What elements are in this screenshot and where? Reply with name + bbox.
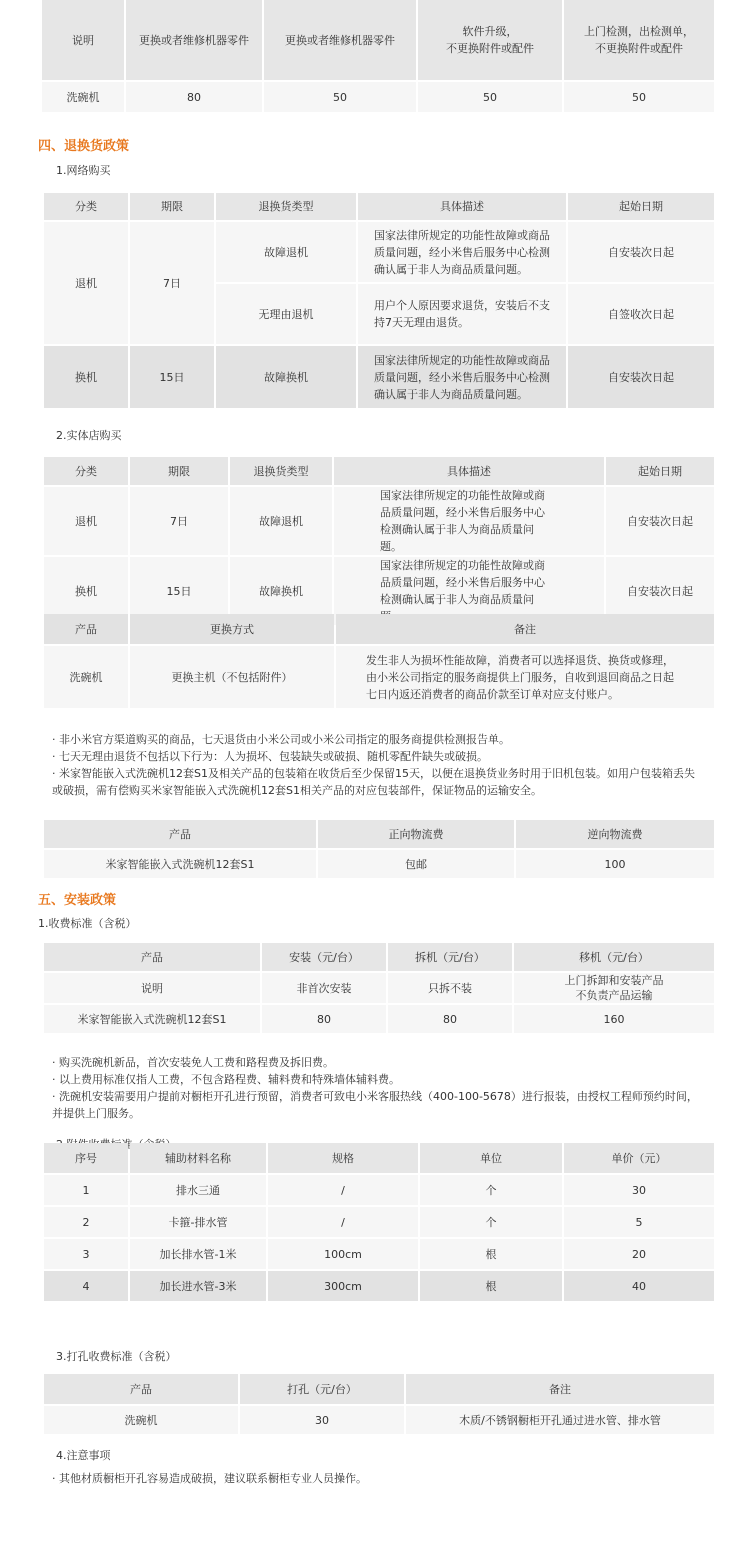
table-cell: 根 [420, 1271, 562, 1301]
table-cell: 非首次安装 [262, 973, 386, 1003]
table-cell: 7日 [130, 487, 228, 555]
note-item: · 洗碗机安装需要用户提前对橱柜开孔进行预留，消费者可致电小米客服热线（400-100-5678）进行报装，由授权工程师预约时间，并提供上门服务。 [52, 1090, 698, 1120]
table-cell: 80 [126, 82, 262, 112]
table-header-row [44, 614, 714, 644]
table-cell: 换机 [44, 346, 128, 408]
table-cell: 根 [420, 1239, 562, 1269]
table-cell: 自安装次日起 [568, 346, 714, 408]
header-cell: 具体描述 [334, 457, 604, 485]
table-cell: 50 [564, 82, 714, 112]
header-cell: 退换货类型 [230, 457, 332, 485]
table-row [44, 222, 714, 282]
table-cell: 5 [564, 1207, 714, 1237]
subsection-title: 4.注意事项 [56, 1449, 111, 1462]
note-item: · 米家智能嵌入式洗碗机12套S1及相关产品的包装箱在收货后至少保留15天，以便在退换货业务时用于旧机包装。如用户包装箱丢失或破损，需有偿购买米家智能嵌入式洗碗机12套S1相关产品的对应包装部件，保证物品的运输安全。 [52, 767, 695, 797]
table-cell: 自签收次日起 [568, 284, 714, 344]
drilling-fee-table [42, 1372, 716, 1436]
table-cell: 300cm [268, 1271, 418, 1301]
table-row [44, 1207, 714, 1237]
header-cell: 软件升级， 不更换附件或配件 [418, 0, 562, 80]
header-cell: 更换或者维修机器零件 [264, 0, 416, 80]
header-cell: 拆机（元/台） [388, 943, 512, 971]
table-header-row [44, 1143, 714, 1173]
table-cell: 上门拆卸和安装产品 不负责产品运输 [514, 973, 714, 1003]
repair-fee-table [40, 0, 716, 114]
subsection-title: 1.网络购买 [56, 164, 111, 177]
table-row [44, 1005, 714, 1033]
table-row [42, 82, 714, 112]
table-cell: 发生非人为损坏性能故障，消费者可以选择退货、换货或修理，由小米公司指定的服务商提供上门服务，自收到退回商品之日起七日内返还消费者的商品价款至订单对应支付账户。 [336, 646, 714, 708]
table-cell: 20 [564, 1239, 714, 1269]
install-notes [52, 1054, 708, 1122]
table-cell: 7日 [130, 222, 214, 344]
accessory-fee-table [42, 1141, 716, 1303]
table-row [44, 973, 714, 1003]
header-cell: 备注 [406, 1374, 714, 1404]
table-row [44, 1175, 714, 1205]
online-return-table [42, 191, 716, 410]
table-cell: / [268, 1207, 418, 1237]
header-cell: 单位 [420, 1143, 562, 1173]
table-cell: 故障换机 [230, 557, 332, 625]
attention-notes [52, 1470, 712, 1487]
header-cell: 产品 [44, 820, 316, 848]
section-title: 五、安装政策 [38, 893, 117, 908]
table-cell: 木质/不锈钢橱柜开孔通过进水管、排水管 [406, 1406, 714, 1434]
table-cell: 包邮 [318, 850, 514, 878]
install-fee-table [42, 941, 716, 1035]
table-cell: 2 [44, 1207, 128, 1237]
header-cell: 正向物流费 [318, 820, 514, 848]
header-cell: 规格 [268, 1143, 418, 1173]
table-row [44, 346, 714, 408]
table-cell: 米家智能嵌入式洗碗机12套S1 [44, 850, 316, 878]
return-notes [52, 731, 700, 799]
table-cell: 50 [418, 82, 562, 112]
table-cell: 加长排水管-1米 [130, 1239, 266, 1269]
table-row [44, 1239, 714, 1269]
table-cell: 退机 [44, 222, 128, 344]
table-cell: 30 [564, 1175, 714, 1205]
table-cell: 故障退机 [216, 222, 356, 282]
header-cell: 期限 [130, 193, 214, 220]
table-cell: 米家智能嵌入式洗碗机12套S1 [44, 1005, 260, 1033]
table-cell: 80 [388, 1005, 512, 1033]
table-cell: 只拆不装 [388, 973, 512, 1003]
table-header-row [44, 820, 714, 848]
table-cell: 国家法律所规定的功能性故障或商品质量问题，经小米售后服务中心检测确认属于非人为商品质量问题。 [334, 487, 604, 555]
header-cell: 上门检测，出检测单， 不更换附件或配件 [564, 0, 714, 80]
header-cell: 序号 [44, 1143, 128, 1173]
table-cell: 自安装次日起 [568, 222, 714, 282]
table-row [44, 646, 714, 708]
header-cell: 更换方式 [130, 614, 334, 644]
table-cell: 国家法律所规定的功能性故障或商品质量问题，经小米售后服务中心检测确认属于非人为商品质量问题。 [358, 346, 566, 408]
table-cell: 15日 [130, 557, 228, 625]
note-item: · 非小米官方渠道购买的商品，七天退货由小米公司或小米公司指定的服务商提供检测报告单。 [52, 733, 510, 746]
section-title: 四、退换货政策 [38, 139, 130, 154]
header-cell: 分类 [44, 193, 128, 220]
table-cell: 洗碗机 [44, 1406, 238, 1434]
table-cell: 说明 [44, 973, 260, 1003]
note-item: · 以上费用标准仅指人工费，不包含路程费、辅料费和特殊墙体辅料费。 [52, 1073, 400, 1086]
table-cell: 更换主机（不包括附件） [130, 646, 334, 708]
table-header-row [44, 943, 714, 971]
table-cell: 100 [516, 850, 714, 878]
header-cell: 起始日期 [606, 457, 714, 485]
table-row [44, 1406, 714, 1434]
table-header-row [44, 457, 714, 485]
table-cell: / [268, 1175, 418, 1205]
table-cell: 自安装次日起 [606, 487, 714, 555]
subsection-title: 2.实体店购买 [56, 429, 122, 442]
table-cell: 4 [44, 1271, 128, 1301]
table-cell: 个 [420, 1207, 562, 1237]
table-row [44, 487, 714, 555]
header-cell: 分类 [44, 457, 128, 485]
table-cell: 160 [514, 1005, 714, 1033]
header-cell: 期限 [130, 457, 228, 485]
note-item: · 其他材质橱柜开孔容易造成破损，建议联系橱柜专业人员操作。 [52, 1472, 367, 1485]
table-cell: 个 [420, 1175, 562, 1205]
table-header-row [42, 0, 714, 80]
table-cell: 1 [44, 1175, 128, 1205]
header-cell: 退换货类型 [216, 193, 356, 220]
table-cell: 洗碗机 [44, 646, 128, 708]
table-cell: 30 [240, 1406, 404, 1434]
table-cell: 自安装次日起 [606, 557, 714, 625]
store-exchange-table [42, 612, 716, 710]
header-cell: 产品 [44, 614, 128, 644]
table-cell: 国家法律所规定的功能性故障或商品质量问题，经小米售后服务中心检测确认属于非人为商品质量问 [334, 557, 604, 625]
table-cell: 卡箍-排水管 [130, 1207, 266, 1237]
table-cell: 洗碗机 [42, 82, 124, 112]
header-cell: 单价（元） [564, 1143, 714, 1173]
table-cell: 无理由退机 [216, 284, 356, 344]
table-cell: 加长进水管-3米 [130, 1271, 266, 1301]
table-cell: 国家法律所规定的功能性故障或商品质量问题，经小米售后服务中心检测确认属于非人为商品质量问题。 [358, 222, 566, 282]
table-row [44, 850, 714, 878]
subsection-title: 1.收费标准（含税） [38, 917, 137, 930]
header-cell: 产品 [44, 943, 260, 971]
header-cell: 产品 [44, 1374, 238, 1404]
header-cell: 备注 [336, 614, 714, 644]
header-cell: 移机（元/台） [514, 943, 714, 971]
table-cell: 40 [564, 1271, 714, 1301]
header-cell: 安装（元/台） [262, 943, 386, 971]
table-header-row [44, 1374, 714, 1404]
logistics-table [42, 818, 716, 880]
subsection-title: 3.打孔收费标准（含税） [56, 1350, 177, 1363]
note-item: · 七天无理由退货不包括以下行为：人为损坏、包装缺失或破损、随机零配件缺失或破损。 [52, 750, 488, 763]
header-cell: 更换或者维修机器零件 [126, 0, 262, 80]
table-cell: 退机 [44, 487, 128, 555]
header-cell: 起始日期 [568, 193, 714, 220]
store-return-table [42, 455, 716, 627]
header-cell: 辅助材料名称 [130, 1143, 266, 1173]
table-cell: 排水三通 [130, 1175, 266, 1205]
table-cell: 故障退机 [230, 487, 332, 555]
header-cell: 说明 [42, 0, 124, 80]
table-row [44, 1271, 714, 1301]
header-cell: 打孔（元/台） [240, 1374, 404, 1404]
table-cell: 3 [44, 1239, 128, 1269]
table-header-row [44, 193, 714, 220]
note-item: · 购买洗碗机新品，首次安装免人工费和路程费及拆旧费。 [52, 1056, 334, 1069]
table-cell: 故障换机 [216, 346, 356, 408]
table-cell: 用户个人原因要求退货，安装后不支持7天无理由退货。 [358, 284, 566, 344]
table-cell: 100cm [268, 1239, 418, 1269]
table-cell: 80 [262, 1005, 386, 1033]
table-cell: 换机 [44, 557, 128, 625]
header-cell: 逆向物流费 [516, 820, 714, 848]
table-cell: 50 [264, 82, 416, 112]
header-cell: 具体描述 [358, 193, 566, 220]
table-cell: 15日 [130, 346, 214, 408]
